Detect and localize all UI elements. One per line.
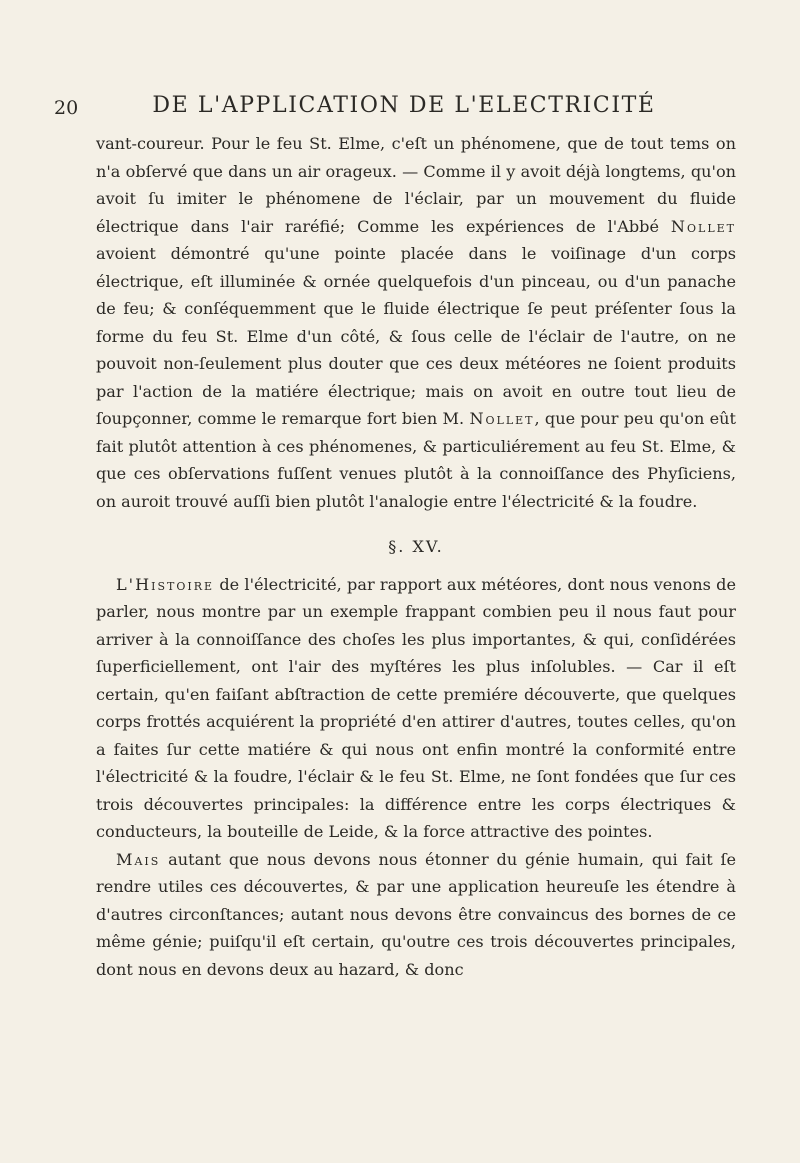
paragraph-1 (96, 130, 736, 515)
paragraph-2-lead: L'Histoire (116, 574, 215, 594)
paragraph-3-lead: Mais (116, 849, 161, 869)
page-number: 20 (54, 97, 79, 119)
page-body (96, 130, 736, 983)
running-title: DE L'APPLICATION DE L'ELECTRICITÉ (152, 93, 656, 118)
paragraph-1-part-1: vant-coureur. Pour le feu St. Elme, c'eſt un phénomene, que de tout tems on n'a obſervé que dans un air orageux. — Comme il y avoit déjà longtems, qu'on avoit ſu imiter le phénomene de l'éclair, par un mouvement du fluide électrique dans l'air raréfié; Comme les expériences de l'Abbé (96, 134, 736, 236)
page-header (54, 93, 744, 123)
section-heading: §. XV. (388, 537, 444, 556)
paragraph-1-part-2: avoient démontré qu'une pointe placée dans le voiſinage d'un corps électrique, eſt illuminée & ornée quelquefois d'un pinceau, ou d'un panache de feu; & conſéquemment que le fluide électrique ſe peut préſenter ſous la forme du feu St. Elme d'un côté, & ſous celle de l'éclair de l'autre, on ne pouvoit non-ſeulement plus douter que ces deux météores ne ſoient produits par l'action de la matiére électrique; mais on avoit en outre tout lieu de ſoupçonner, comme le remarque fort bien M. (96, 244, 736, 428)
paragraph-3 (96, 846, 736, 984)
paragraph-1-part-3: , que pour peu qu'on eût fait plutôt attention à ces phénomenes, & particuliérement au feu St. Elme, & que ces obſervations fuſſent venues plutôt à la connoiſſance des Phyſiciens, on auroit trouvé auſſi bien plutôt l'analogie entre l'électricité & la foudre. (96, 409, 736, 511)
paragraph-2-text: de l'électricité, par rapport aux météores, dont nous venons de parler, nous montre par un exemple frappant combien peu il nous faut pour arriver à la connoiſſance des choſes les plus importantes, & qui, conſidérées ſuperficiellement, ont l'air des myſtéres les plus inſolubles. — Car il eſt certain, qu'en faiſant abſtraction de cette premiére découverte, que quelques corps frottés acquiérent la propriété d'en attirer d'autres, toutes celles, qu'on a faites ſur cette matiére & qui nous ont enfin montré la conformité entre l'électricité & la foudre, l'éclair & le feu St. Elme, ne ſont fondées que ſur ces trois découvertes principales: la différence entre les corps électriques & conducteurs, la bouteille de Leide, & la force attractive des pointes. (96, 574, 736, 841)
author-name-nollet-2: Nollet (469, 409, 535, 428)
author-name-nollet-1: Nollet (670, 216, 736, 236)
paragraph-3-text: autant que nous devons nous étonner du génie humain, qui fait ſe rendre utiles ces découvertes, & par une application heureuſe les étendre à d'autres circonſtances; autant nous devons être convaincus des bornes de ce même génie; puiſqu'il eſt certain, qu'outre ces trois découvertes principales, dont nous en devons deux au hazard, & donc (96, 849, 736, 979)
paragraph-2 (96, 571, 736, 846)
